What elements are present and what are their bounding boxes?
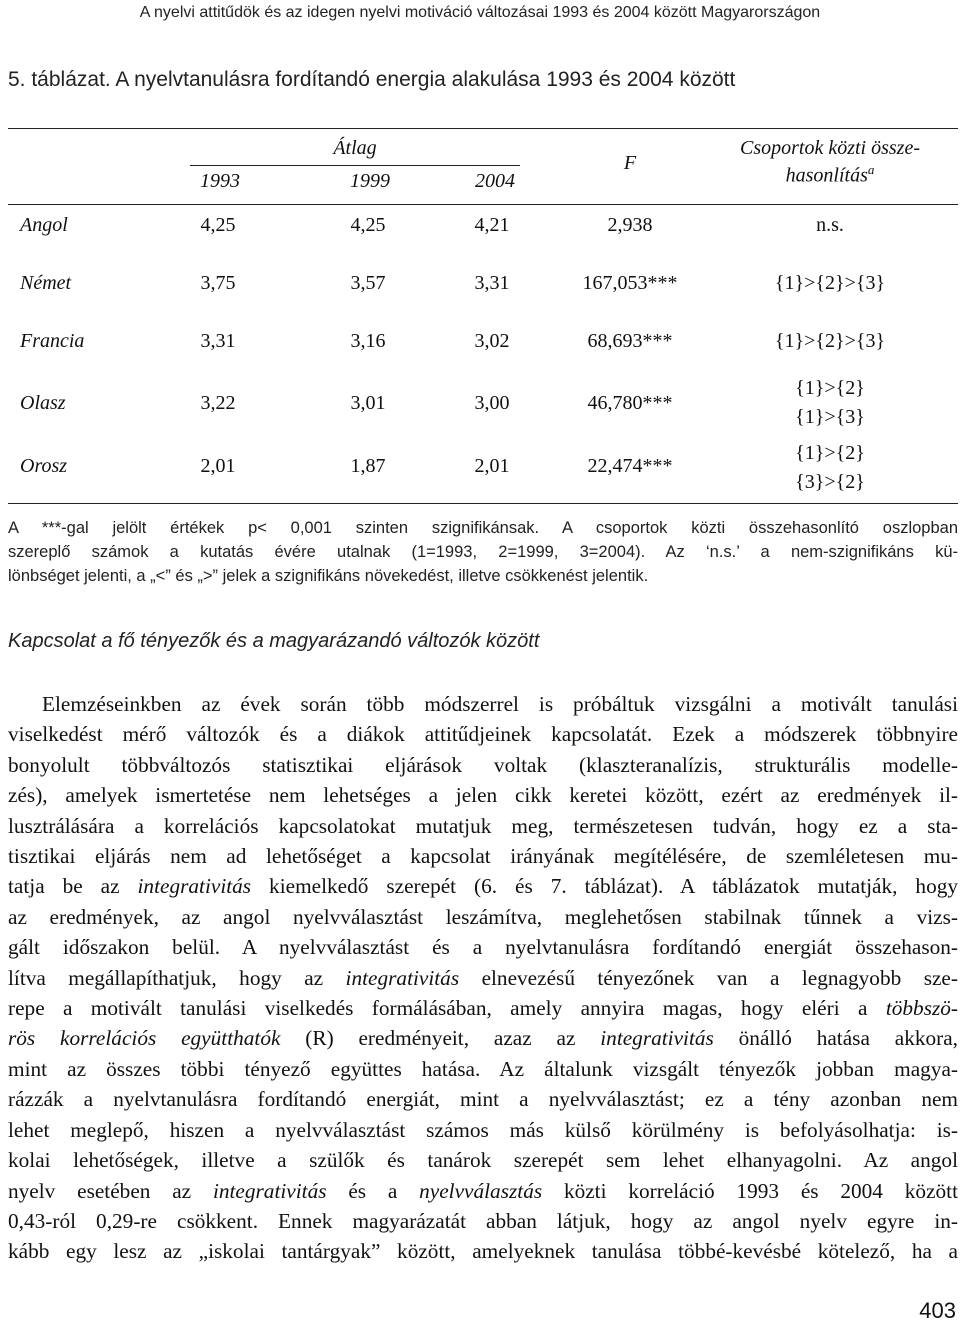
col-group-header: Átlag bbox=[333, 137, 377, 159]
cell-angol-f: 2,938 bbox=[607, 214, 653, 236]
cell-nemet-f: 167,053*** bbox=[582, 272, 678, 294]
cell-nemet-2004: 3,31 bbox=[474, 272, 510, 294]
body-line: kolai lehetőségek, illetve a szülők és tanárok szerepét sem lehet elhanyagolni. Az angol bbox=[8, 1148, 958, 1173]
body-line: lusztrálására a korrelációs kapcsolatokat mutatjuk meg, természetesen tudván, hogy ez a sta- bbox=[8, 813, 958, 838]
body-text-run: (R) eredményeit, azaz az bbox=[305, 1026, 576, 1051]
body-text-run: közti korreláció 1993 és 2004 között bbox=[563, 1178, 958, 1203]
table-top-rule bbox=[8, 128, 958, 129]
cell-francia-f: 68,693*** bbox=[587, 330, 673, 352]
body-line: viselkedést mérő változók és a diákok attitűdjeinek kapcsolatát. Ezek a módszerek többnyire bbox=[8, 722, 958, 747]
body-line bbox=[8, 1176, 958, 1206]
emphasis-term: nyelvválasztás bbox=[419, 1178, 543, 1203]
row-label-olasz: Olasz bbox=[20, 392, 66, 414]
body-paragraph bbox=[8, 689, 958, 1267]
body-text-run: és a bbox=[348, 1178, 398, 1203]
emphasis-term: integrativitás bbox=[345, 965, 460, 990]
comparison-superscript: a bbox=[867, 162, 875, 177]
body-line: mint az összes többi tényező együttes hatása. Az általunk vizsgált tényezők jobban magya- bbox=[8, 1056, 958, 1081]
cell-olasz-2004: 3,00 bbox=[474, 392, 510, 414]
body-line: rázzák a nyelvtanulásra fordítandó energiát, mint a nyelvválasztást; ez a tény azonban nem bbox=[8, 1087, 958, 1112]
cell-olasz-comparison-2: {1}>{3} bbox=[795, 406, 865, 428]
page-number: 403 bbox=[919, 1298, 956, 1323]
body-text-run: repe a motivált tanulási viselkedés formálásában, amely annyira magas, hogy eléri a bbox=[8, 996, 868, 1021]
table-note-line: A ***-gal jelölt értékek p< 0,001 szinten szignifikánsak. A csoportok közti összehasonlító oszlopban bbox=[8, 519, 958, 537]
body-text-run: lítva megállapíthatjuk, hogy az bbox=[8, 965, 324, 990]
cell-orosz-1999: 1,87 bbox=[350, 455, 386, 477]
table-caption: 5. táblázat. A nyelvtanulásra fordítandó energia alakulása 1993 és 2004 között bbox=[8, 68, 736, 91]
emphasis-term: integrativitás bbox=[600, 1026, 714, 1051]
row-label-francia: Francia bbox=[20, 330, 85, 352]
comparison-header-line2 bbox=[700, 162, 960, 188]
row-label-angol: Angol bbox=[20, 214, 68, 236]
body-line: zés), amelyek ismertetése nem lehetséges a jelen cikk keretei között, ezért az eredmények il- bbox=[8, 783, 958, 808]
section-title: Kapcsolat a fő tényezők és a magyarázandó változók között bbox=[8, 630, 540, 652]
emphasis-term: többszö- bbox=[885, 996, 959, 1021]
body-line: kább egy lesz az „iskolai tantárgyak” között, amelyeknek tanulása többé-kevésbé kötelező, ha a bbox=[8, 1239, 958, 1264]
cell-olasz-comparison-1: {1}>{2} bbox=[795, 377, 865, 399]
cell-francia-1993: 3,31 bbox=[200, 330, 236, 352]
table-header-rule bbox=[8, 204, 958, 205]
cell-francia-comparison: {1}>{2}>{3} bbox=[774, 330, 886, 352]
body-text-run: nyelv esetében az bbox=[8, 1178, 192, 1203]
body-text-run: önálló hatása akkora, bbox=[738, 1026, 959, 1051]
body-line: 0,43-ról 0,29-re csökkent. Ennek magyarázatát abban látjuk, hogy az angol nyelv egyre in- bbox=[8, 1208, 958, 1233]
body-line bbox=[8, 963, 958, 993]
body-line: gált időszakon belül. A nyelvválasztást és a nyelvtanulásra fordítandó energiát összehason- bbox=[8, 935, 958, 960]
comparison-header-text: hasonlítás bbox=[785, 164, 868, 187]
row-label-orosz: Orosz bbox=[20, 455, 68, 477]
year-header-1999: 1999 bbox=[350, 170, 390, 192]
body-line bbox=[8, 993, 958, 1023]
cell-orosz-f: 22,474*** bbox=[587, 455, 673, 477]
body-line: tisztikai eljárás nem ad lehetőséget a kapcsolat irányának megítélésére, de szemléletesen mu- bbox=[8, 844, 958, 869]
row-label-nemet: Német bbox=[20, 272, 72, 294]
table-note bbox=[8, 516, 958, 588]
cell-angol-1999: 4,25 bbox=[350, 214, 386, 236]
running-header: A nyelvi attitűdök és az idegen nyelvi motiváció változásai 1993 és 2004 között Magyarországon bbox=[139, 4, 821, 21]
cell-olasz-1993: 3,22 bbox=[200, 392, 236, 414]
cell-orosz-comparison-2: {3}>{2} bbox=[795, 471, 865, 493]
cell-francia-2004: 3,02 bbox=[474, 330, 510, 352]
cell-olasz-f: 46,780*** bbox=[587, 392, 673, 414]
cell-orosz-2004: 2,01 bbox=[474, 455, 510, 477]
comparison-header-line1: Csoportok közti össze- bbox=[740, 137, 920, 159]
cell-nemet-1999: 3,57 bbox=[350, 272, 386, 294]
cell-angol-1993: 4,25 bbox=[200, 214, 236, 236]
emphasis-term: integrativitás bbox=[212, 1178, 327, 1203]
body-line: bonyolult többváltozós statisztikai eljárások voltak (klaszteranalízis, strukturális modelle- bbox=[8, 752, 958, 777]
body-line: Elemzéseinkben az évek során több módszerrel is próbáltuk vizsgálni a motivált tanulási bbox=[42, 692, 958, 716]
body-line bbox=[8, 871, 958, 901]
cell-nemet-1993: 3,75 bbox=[200, 272, 236, 294]
body-line: az eredmények, az angol nyelvválasztást leszámítva, meglehetősen stabilnak tűnnek a vizs- bbox=[8, 904, 958, 929]
f-header: F bbox=[623, 152, 637, 174]
cell-angol-2004: 4,21 bbox=[474, 214, 510, 236]
cell-olasz-1999: 3,01 bbox=[350, 392, 386, 414]
table-note-line: szereplő számok a kutatás évére utalnak (1=1993, 2=1999, 3=2004). Az ‘n.s.’ a nem-szignifikáns kü- bbox=[8, 543, 958, 561]
group-underline bbox=[190, 165, 520, 166]
table-bottom-rule bbox=[8, 503, 958, 504]
emphasis-term: rös korrelációs együtthatók bbox=[8, 1026, 281, 1051]
body-line: lehet meglepő, hiszen a nyelvválasztást számos más külső körülmény is befolyásolhatja: is- bbox=[8, 1117, 958, 1142]
year-header-1993: 1993 bbox=[200, 170, 240, 192]
emphasis-term: integrativitás bbox=[137, 874, 252, 899]
cell-nemet-comparison: {1}>{2}>{3} bbox=[774, 272, 886, 294]
cell-francia-1999: 3,16 bbox=[350, 330, 386, 352]
body-line bbox=[8, 1023, 958, 1053]
body-text-run: tatja be az bbox=[8, 874, 120, 899]
cell-orosz-comparison-1: {1}>{2} bbox=[795, 442, 865, 464]
body-text-run: kiemelkedő szerepét (6. és 7. táblázat). A táblázatok mutatják, hogy bbox=[269, 874, 959, 899]
table-note-line: lönbséget jelenti, a „<” és „>” jelek a szignifikáns növekedést, illetve csökkenést jelentik. bbox=[8, 567, 649, 585]
cell-angol-comparison: n.s. bbox=[816, 214, 844, 236]
body-text-run: elnevezésű tényezőnek van a legnagyobb sze- bbox=[481, 965, 958, 990]
year-header-2004: 2004 bbox=[475, 170, 515, 192]
cell-orosz-1993: 2,01 bbox=[200, 455, 236, 477]
